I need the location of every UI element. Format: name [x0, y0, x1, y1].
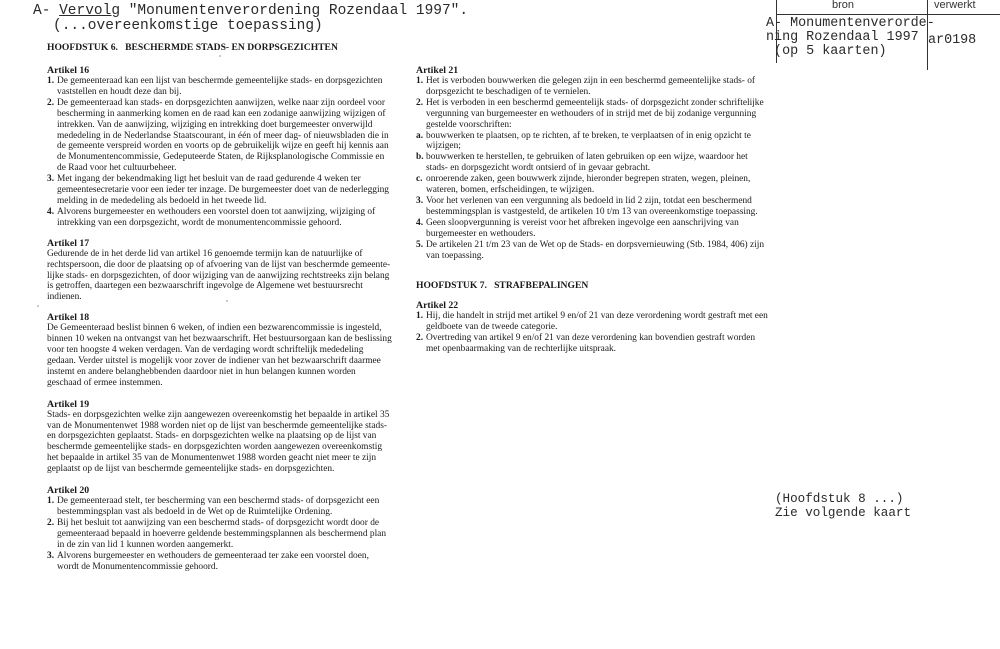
article-16	[47, 65, 392, 229]
list-item	[416, 152, 771, 174]
list-item	[416, 131, 771, 153]
article-list	[416, 76, 771, 261]
item-number: 3.	[47, 174, 55, 185]
list-item	[47, 518, 392, 551]
list-item	[416, 218, 771, 240]
item-number: 2.	[47, 517, 55, 528]
item-number: 1.	[47, 76, 55, 86]
verwerkt-cell: ar0198	[928, 33, 977, 48]
article-list	[47, 76, 392, 229]
item-number: 2.	[416, 333, 424, 344]
bron-line: ning Rozendaal 1997	[766, 30, 919, 45]
table-header-line	[776, 14, 1000, 15]
item-number: 5.	[416, 239, 424, 250]
item-number: c.	[416, 174, 423, 185]
column-header-bron: bron	[832, 0, 855, 11]
item-text: Geen sloopvergunning is vereist voor het afbreken ingevolge een aanschrijving van burgemeester en wethouders.	[426, 217, 739, 239]
item-number: 4.	[416, 217, 424, 228]
item-text: onroerende zaken, geen bouwwerk zijnde, hieronder begrepen straten, wegen, pleinen, wateren, bomen, erfscheidingen, te wijzigen.	[426, 174, 751, 196]
item-number: 2.	[416, 97, 424, 108]
bron-cell	[766, 17, 935, 59]
list-item	[416, 98, 771, 131]
item-number: 1.	[47, 496, 55, 507]
scan-speck	[226, 300, 228, 302]
card-title	[33, 4, 468, 19]
list-item	[47, 496, 392, 518]
item-text: Alvorens burgemeester en wethouders de gemeenteraad ter zake een voorstel doen, wordt de Monumentencommissie gehoord.	[57, 550, 369, 572]
bron-line: A- Monumentenverorde-	[766, 16, 935, 31]
item-number: a.	[416, 130, 424, 141]
item-number: b.	[416, 152, 424, 163]
list-item	[47, 76, 392, 98]
left-column	[47, 65, 392, 572]
article-22	[416, 300, 771, 355]
item-text: Hij, die handelt in strijd met artikel 9 en/of 21 van deze verordening wordt gestraft met een geldboete van de tweede categorie.	[426, 311, 768, 333]
item-number: 2.	[47, 97, 55, 108]
list-item	[416, 174, 771, 196]
article-title: Artikel 20	[47, 485, 90, 497]
article-18	[47, 312, 392, 388]
item-text: Het is verboden bouwwerken die gelegen zijn in een beschermd gemeentelijke stads- of dorpsgezicht te beschadigen of te vernielen.	[426, 76, 756, 97]
article-text: Stads- en dorpsgezichten welke zijn aangewezen overeenkomstig het bepaalde in artikel 35 van de Monumentenwet 1988 worden niet op de lijst van beschermde gemeentelijke stads- en dorpsgezichten geplaatst. Stads- en dorpsgezichten welke na plaatsing op de lijst van beschermde gemeentelijke stads- en dorpsgezichten worden aangewezen overeenkomstig het bepaalde in artikel 35 van de Monumentenwet 1988 worden geacht niet meer te zijn geplaatst op de lijst van beschermde gemeentelijke stads- en dorpsgezichten.	[47, 409, 390, 475]
item-text: Voor het verlenen van een vergunning als bedoeld in lid 2 zijn, totdat een beschermend bestemmingsplan is vastgesteld, de artikelen 10 t/m 13 van overeenkomstige toepassing.	[426, 195, 758, 217]
item-text: bouwwerken te plaatsen, op te richten, af te breken, te verplaatsen of in enig opzicht te wijzigen;	[426, 130, 751, 152]
note-line: Zie volgende kaart	[775, 505, 912, 520]
item-text: De artikelen 21 t/m 23 van de Wet op de Stads- en dorpsvernieuwing (Stb. 1984, 406) zijn van toepassing.	[426, 239, 765, 261]
item-number: 1.	[416, 76, 424, 86]
list-item	[47, 551, 392, 573]
item-text: De gemeenteraad stelt, ter bescherming van een beschermd stads- of dorpsgezicht een bestemmingsplan vast als bedoeld in de Wet op de Ruimtelijke Ordening.	[57, 496, 380, 517]
title-prefix: A-	[33, 3, 51, 19]
bron-line: (op 5 kaarten)	[766, 44, 887, 59]
list-item	[416, 333, 771, 355]
item-text: Bij het besluit tot aanwijzing van een beschermd stads- of dorpsgezicht wordt door de gemeenteraad bepaald in hoeverre geldende bestemmingsplannen als beschermend plan in de zin van lid 1 kunnen worden aangemerkt.	[57, 517, 387, 550]
scan-speck	[219, 55, 221, 57]
article-17	[47, 238, 392, 304]
article-19	[47, 399, 392, 475]
item-text: Overtreding van artikel 9 en/of 21 van deze verordening kan bovendien gestraft worden met openbaarmaking van de rechterlijke uitspraak.	[426, 333, 756, 355]
article-title: Artikel 17	[47, 237, 90, 249]
item-number: 1.	[416, 311, 424, 322]
item-text: De gemeenteraad kan een lijst van beschermde gemeentelijke stads- en dorpsgezichten vaststellen en houdt deze dan bij.	[57, 76, 383, 97]
article-title: Artikel 16	[47, 65, 90, 76]
note-line: (Hoofdstuk 8 ...)	[775, 492, 904, 506]
list-item	[47, 174, 392, 207]
article-text: Gedurende de in het derde lid van artikel 16 genoemde termijn kan de natuurlijke of rechtspersoon, die door de plaatsing op of afvoering van de lijst van beschermde gemeente-lijke stads- en dorpsgezichten, of door wijziging van de aanwijzing rechtstreeks zijn belang is getroffen, daartegen een bezwaarschrift ingevolge de Algemene wet bestuursrecht indienen.	[47, 248, 391, 303]
article-list	[47, 496, 392, 572]
item-text: Met ingang der bekendmaking ligt het besluit van de raad gedurende 4 weken ter gemeentesecretarie voor een ieder ter inzage. De burgemeester doet van de nederlegging melding in de mededeling als bedoeld in het tweede lid.	[57, 174, 389, 206]
chapter-6-heading: HOOFDSTUK 6. BESCHERMDE STADS- EN DORPSGEZICHTEN	[47, 42, 338, 53]
item-text: bouwwerken te herstellen, te gebruiken of laten gebruiken op een wijze, waardoor het stads- en dorpsgezicht wordt ontsierd of in gevaar gebracht.	[426, 152, 748, 174]
column-header-verwerkt: verwerkt	[934, 0, 976, 11]
list-item	[47, 207, 392, 229]
chapter-7-heading: HOOFDSTUK 7. STRAFBEPALINGEN	[416, 280, 589, 292]
article-title: Artikel 21	[416, 65, 459, 76]
item-text: Het is verboden in een beschermd gemeentelijk stads- of dorpsgezicht zonder schriftelijke vergunning van burgemeester en wethouders of in strijd met de bij zodanige vergunning gestelde voorschriften:	[426, 97, 764, 130]
item-number: 3.	[47, 550, 55, 561]
vervolg-label: Vervolg	[59, 3, 121, 19]
item-text: De gemeenteraad kan stads- en dorpsgezichten aanwijzen, welke naar zijn oordeel voor bescherming in aanmerking komen en de raad kan een zodanige aanwijzing wijzigen of intrekken. Van de aanwijzing, wijziging en intrekking doet burgemeester onverwijld mededeling in de Nederlandse Staatscourant, in één of meer dag- of nieuwsbladen die in de gemeente verspreid worden en voorts op de gebruikelijk wijze en geeft hij kennis aan de Monumentencommissie, Gedeputeerde Staten, de Rijksplanologische Commissie en de Raad voor het cultuurbeheer.	[57, 97, 389, 174]
article-title: Artikel 18	[47, 312, 90, 324]
article-list	[416, 311, 771, 355]
list-item	[47, 98, 392, 174]
article-text: De Gemeenteraad beslist binnen 6 weken, of indien een bezwarencommissie is ingesteld, binnen 10 weken na ontvangst van het bezwaarschrift. Het bestuursorgaan kan de beslissing voor ten hoogste 4 weken verdagen. Van de verdaging wordt schriftelijk mededeling gedaan. Verder uitstel is mogelijk voor zover de indiener van het bezwaarschrift daarmee instemt en andere belanghebbenden daardoor niet in hun belangen kunnen worden geschaad of ermee instemmen.	[47, 323, 392, 388]
item-text: Alvorens burgemeester en wethouders een voorstel doen tot aanwijzing, wijziging of intrekking van een dorpsgezicht, wordt de monumentencommissie gehoord.	[57, 206, 376, 228]
card-subtitle: (...overeenkomstige toepassing)	[53, 18, 323, 34]
scan-speck	[37, 305, 39, 307]
source-table	[762, 0, 1000, 70]
item-number: 4.	[47, 206, 55, 217]
article-title: Artikel 22	[416, 300, 459, 312]
list-item	[416, 196, 771, 218]
right-column	[416, 65, 771, 355]
item-number: 3.	[416, 195, 424, 206]
list-item	[416, 311, 771, 333]
list-item	[416, 76, 771, 98]
article-title: Artikel 19	[47, 398, 90, 410]
continuation-note	[775, 493, 911, 520]
title-text: "Monumentenverordening Rozendaal 1997".	[128, 3, 469, 19]
list-item	[416, 240, 771, 262]
article-20	[47, 485, 392, 572]
article-21	[416, 65, 771, 261]
